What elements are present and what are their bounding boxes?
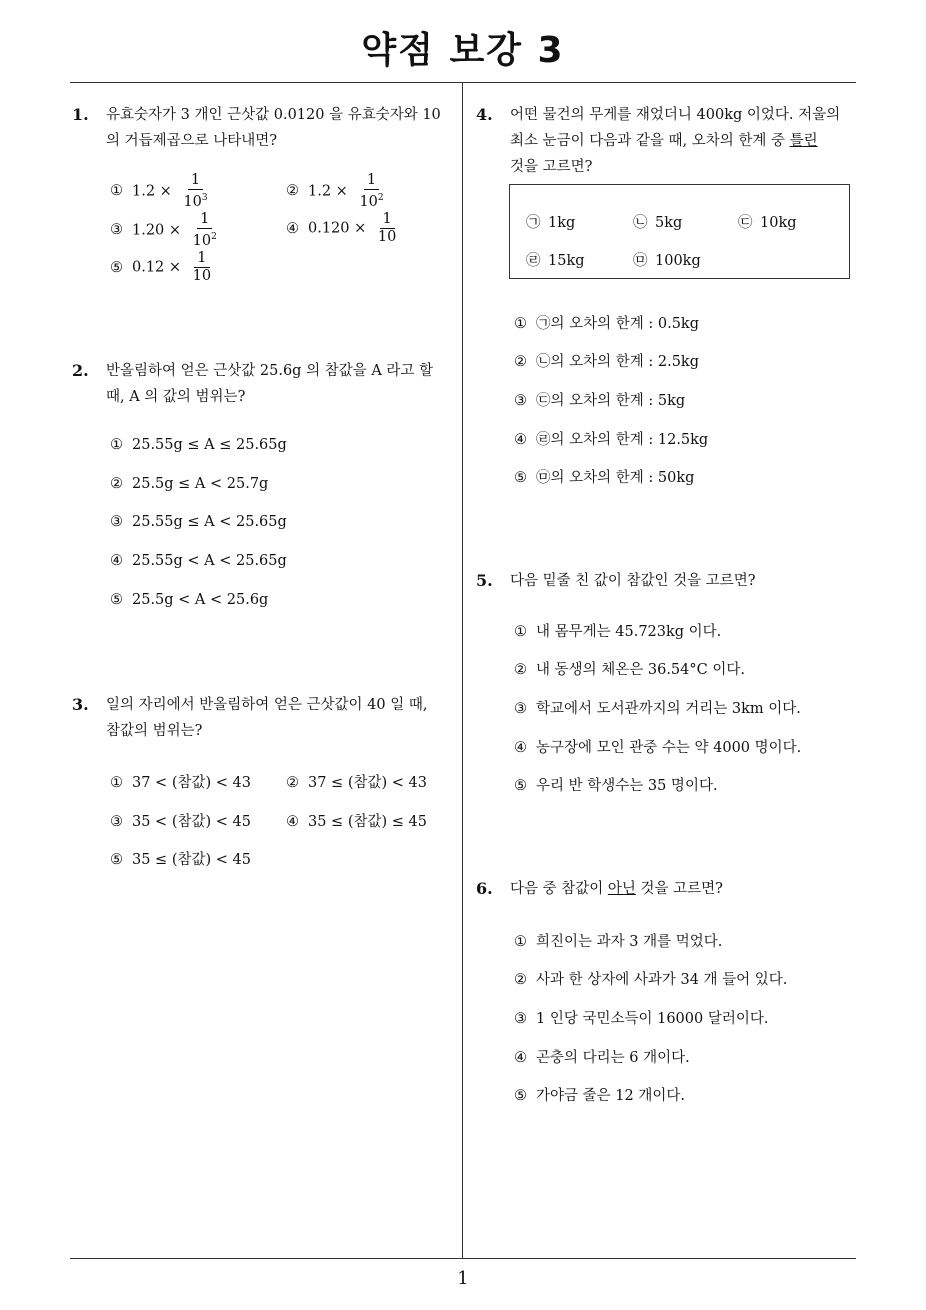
question-text [106, 358, 446, 410]
fraction: $\frac{1}{10}$ [377, 211, 397, 245]
question-number: 2. [72, 361, 89, 380]
question-text-line: 참값의 범위는? [106, 723, 203, 739]
option-3[interactable]: ③ 학교에서 도서관까지의 거리는 3km 이다. [514, 701, 801, 717]
question-text-line: 최소 눈금이 다음과 같을 때, 오차의 한계 중 틀린 [510, 133, 818, 149]
box-item: ㉢ 10kg [738, 215, 797, 231]
option-2[interactable]: ② ㉡의 오차의 한계 : 2.5kg [514, 354, 699, 370]
option-2[interactable]: ② 37 ≤ (참값) < 43 [286, 775, 427, 791]
question-text [106, 692, 446, 744]
option-5[interactable]: ⑤ 0.12 × $\frac{1}{10}$ [110, 250, 214, 285]
question-3 [72, 692, 452, 752]
option-1[interactable]: ① 1.2 × $\frac{1}{10^3}$ [110, 172, 211, 211]
option-5[interactable]: ⑤ 35 ≤ (참값) < 45 [110, 852, 251, 868]
question-6 [476, 876, 856, 906]
option-1[interactable]: ① 내 몸무게는 45.723kg 이다. [514, 624, 722, 640]
option-2[interactable]: ② 25.5g ≤ A < 25.7g [110, 476, 269, 492]
question-number: 4. [476, 105, 493, 124]
question-number: 3. [72, 695, 89, 714]
option-3[interactable]: ③ 35 < (참값) < 45 [110, 814, 251, 830]
question-number: 6. [476, 879, 493, 898]
scale-options-box [509, 184, 850, 279]
question-text-line: 때, A 의 값의 범위는? [106, 389, 246, 405]
fraction: $\frac{1}{10^2}$ [359, 172, 384, 210]
option-2[interactable]: ② 1.2 × $\frac{1}{10^2}$ [286, 172, 387, 211]
page-number: 1 [457, 1268, 469, 1289]
box-item: ㉠ 1kg [526, 215, 576, 231]
top-divider [70, 82, 856, 83]
underlined-word: 틀린 [789, 133, 818, 149]
fraction: $\frac{1}{10^3}$ [183, 172, 208, 210]
bottom-divider [70, 1258, 856, 1259]
fraction: $\frac{1}{10}$ [192, 250, 212, 284]
option-3[interactable]: ③ 25.55g ≤ A < 25.65g [110, 514, 287, 530]
option-3[interactable]: ③ ㉢의 오차의 한계 : 5kg [514, 393, 686, 409]
option-4[interactable]: ④ 35 ≤ (참값) ≤ 45 [286, 814, 427, 830]
question-2 [72, 358, 452, 418]
box-item: ㉡ 5kg [633, 215, 683, 231]
question-number: 1. [72, 105, 89, 124]
option-1[interactable]: ① ㉠의 오차의 한계 : 0.5kg [514, 316, 699, 332]
question-text-line: 유효숫자가 3 개인 근삿값 0.0120 을 유효숫자와 10 [106, 107, 441, 123]
option-3[interactable]: ③ 1.20 × $\frac{1}{10^2}$ [110, 211, 220, 250]
question-5 [476, 568, 856, 598]
box-item: ㉣ 15kg [526, 253, 585, 269]
question-text [510, 102, 856, 180]
option-4[interactable]: ④ ㉣의 오차의 한계 : 12.5kg [514, 432, 709, 448]
question-text [106, 102, 446, 154]
question-text-line: 것을 고르면? [510, 159, 593, 175]
column-divider [462, 82, 463, 1258]
question-text-line: 일의 자리에서 반올림하여 얻은 근삿값이 40 일 때, [106, 697, 428, 713]
option-4[interactable]: ④ 농구장에 모인 관중 수는 약 4000 명이다. [514, 740, 802, 756]
option-3[interactable]: ③ 1 인당 국민소득이 16000 달러이다. [514, 1011, 769, 1027]
fraction: $\frac{1}{10^2}$ [192, 211, 217, 249]
option-4[interactable]: ④ 25.55g < A < 25.65g [110, 553, 287, 569]
question-number: 5. [476, 571, 493, 590]
underlined-word: 아닌 [607, 881, 636, 897]
question-text: 다음 중 참값이 아닌 것을 고르면? [510, 881, 723, 897]
option-1[interactable]: ① 37 < (참값) < 43 [110, 775, 251, 791]
option-2[interactable]: ② 내 동생의 체온은 36.54°C 이다. [514, 662, 745, 678]
question-4 [476, 102, 856, 182]
option-1[interactable]: ① 25.55g ≤ A ≤ 25.65g [110, 437, 287, 453]
question-text-line: 어떤 물건의 무게를 재었더니 400kg 이었다. 저울의 [510, 107, 841, 123]
option-4[interactable]: ④ 0.120 × $\frac{1}{10}$ [286, 211, 399, 246]
page-title: 약점 보강 3 [361, 30, 565, 71]
question-text-line: 의 거듭제곱으로 나타내면? [106, 133, 278, 149]
option-5[interactable]: ⑤ 가야금 줄은 12 개이다. [514, 1088, 685, 1104]
option-5[interactable]: ⑤ 우리 반 학생수는 35 명이다. [514, 778, 718, 794]
box-item: ㉤ 100kg [633, 253, 701, 269]
question-text-line: 반올림하여 얻은 근삿값 25.6g 의 참값을 A 라고 할 [106, 363, 434, 379]
question-1 [72, 102, 452, 162]
option-5[interactable]: ⑤ 25.5g < A < 25.6g [110, 592, 269, 608]
option-5[interactable]: ⑤ ㉤의 오차의 한계 : 50kg [514, 470, 695, 486]
option-1[interactable]: ① 희진이는 과자 3 개를 먹었다. [514, 934, 723, 950]
question-text: 다음 밑줄 친 값이 참값인 것을 고르면? [510, 573, 756, 589]
option-2[interactable]: ② 사과 한 상자에 사과가 34 개 들어 있다. [514, 972, 788, 988]
option-4[interactable]: ④ 곤충의 다리는 6 개이다. [514, 1050, 690, 1066]
